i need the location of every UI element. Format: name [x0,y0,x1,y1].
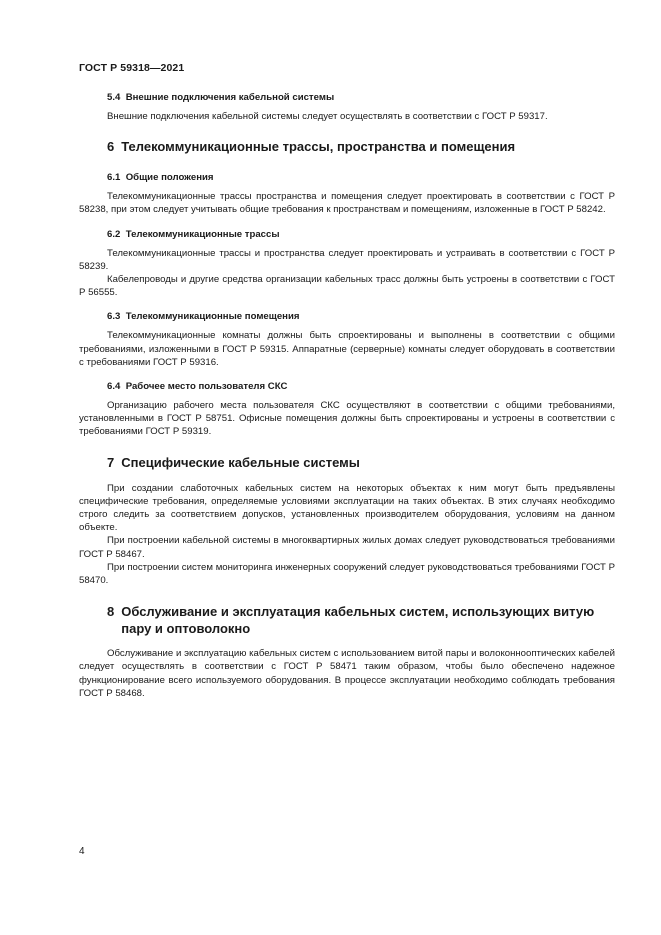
section-7-heading: 7 Специфические кабельные системы [107,454,360,470]
subsection-5-4-heading: 5.4 Внешние подключения кабельной системы [107,92,335,103]
paragraph: При построении систем мониторинга инженерных сооружений следует руководствоваться требованиями ГОСТ Р 58470. [79,561,615,587]
paragraph: Телекоммуникационные трассы пространства и помещения следует проектировать в соответствии с ГОСТ Р 58238, при этом следует учитывать общие требования к пространствам и помещениям, изложенные в ГОСТ Р 58242. [79,191,615,216]
paragraph: Обслуживание и эксплуатацию кабельных систем с использованием витой пары и волоконнооптических кабелей следует осуществлять в соответствии с ГОСТ Р 58471 таким образом, чтобы было обеспечено надежное функционирование всего используемого оборудования. В процессе эксплуатации необходимо соблюдать требования ГОСТ Р 58468. [79,648,615,699]
paragraph: Организацию рабочего места пользователя СКС осуществляют в соответствии с общими требованиями, установленными в ГОСТ Р 58751. Офисные помещения должны быть спроектированы и устроены в соответствии с требованиями ГОСТ Р 59319. [79,400,615,438]
paragraph: Телекоммуникационные трассы и пространства следует проектировать и устраивать в соответствии с ГОСТ Р 58239. [79,247,615,272]
subsection-6-4-heading: 6.4 Рабочее место пользователя СКС [107,381,288,393]
paragraph: При построении кабельной системы в многоквартирных жилых домах следует руководствоваться требованиями ГОСТ Р 58467. [79,535,615,560]
document-code: ГОСТ Р 59318—2021 [79,62,185,74]
subsection-6-2-heading: 6.2 Телекоммуникационные трассы [107,228,280,240]
subsection-6-3-heading: 6.3 Телекоммуникационные помещения [107,311,300,323]
document-body [79,91,615,700]
paragraph: Кабелепроводы и другие средства организации кабельных трасс должны быть устроены в соответствии с ГОСТ Р 56555. [79,274,615,299]
paragraph: При создании слаботочных кабельных систем на некоторых объектах к ним могут быть предъявлены специфические требования, определяемые условиями эксплуатации на таких объектах. В этих случаях необходимо строго следить за соответствием допусков, установленных производителем оборудования, условиям на данном объекте. [79,482,615,534]
paragraph: Телекоммуникационные комнаты должны быть спроектированы и выполнены в соответствии с общими требованиями, изложенными в ГОСТ Р 59315. Аппаратные (серверные) комнаты следует оборудовать в соответствии с требованиями ГОСТ Р 59316. [79,330,615,368]
subsection-6-1-heading: 6.1 Общие положения [107,172,214,184]
section-8-heading: 8 Обслуживание и эксплуатация кабельных систем, использующих витую пару и оптоволокно [107,604,595,637]
page-number: 4 [79,846,85,857]
section-6-heading: 6 Телекоммуникационные трассы, пространства и помещения [107,139,516,155]
paragraph: Внешние подключения кабельной системы следует осуществлять в соответствии с ГОСТ Р 59317. [107,111,548,122]
